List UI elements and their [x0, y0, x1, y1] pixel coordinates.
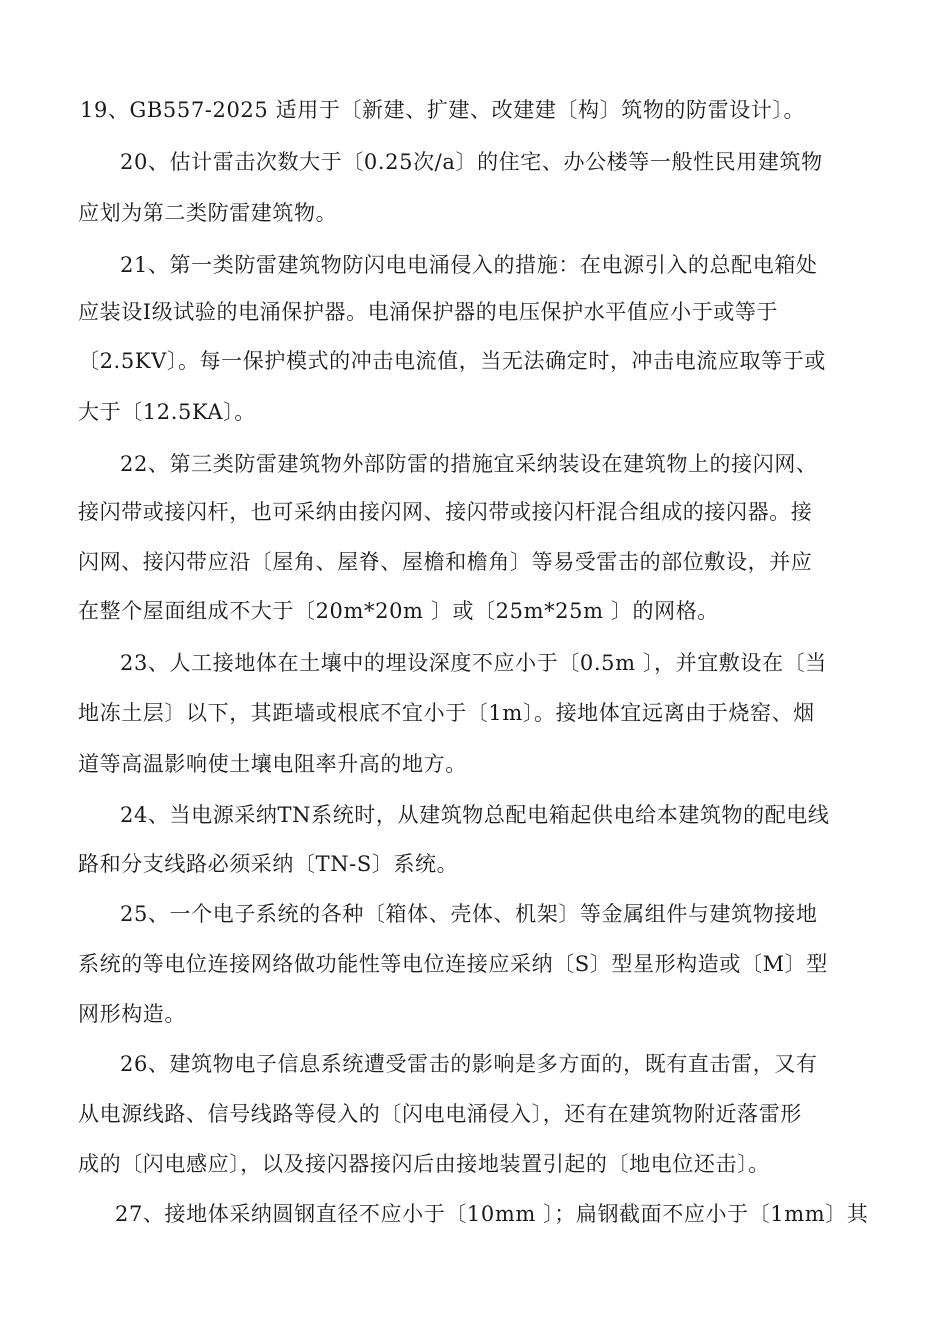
paragraph-23-line-3: 道等高温影响使土壤电阻率升高的地方。: [78, 752, 467, 776]
paragraph-25-line-3: 网形构造。: [78, 1002, 186, 1026]
paragraph-22-line-3: 闪网、接闪带应沿〔屋角、屋脊、屋檐和檐角〕等易受雷击的部位敷设，并应: [78, 550, 813, 574]
paragraph-22-line-4: 在整个屋面组成不大于〔20m*20m 〕或〔25m*25m 〕的网格。: [78, 599, 719, 623]
paragraph-26-line-1: 26、建筑物电子信息系统遭受雷击的影响是多方面的，既有直击雷，又有: [120, 1052, 818, 1076]
paragraph-22-line-2: 接闪带或接闪杆，也可采纳由接闪网、接闪带或接闪杆混合组成的接闪器。接: [78, 500, 813, 524]
paragraph-21-line-2: 应装设Ⅰ级试验的电涌保护器。电涌保护器的电压保护水平值应小于或等于: [78, 300, 779, 324]
paragraph-21-line-1: 21、第一类防雷建筑物防闪电电涌侵入的措施：在电源引入的总配电箱处: [120, 253, 818, 277]
paragraph-22-line-1: 22、第三类防雷建筑物外部防雷的措施宜采纳装设在建筑物上的接闪网、: [120, 452, 818, 476]
paragraph-25-line-1: 25、一个电子系统的各种〔箱体、壳体、机架〕等金属组件与建筑物接地: [120, 902, 818, 926]
paragraph-20-line-1: 20、估计雷击次数大于〔0.25次/a〕的住宅、办公楼等一般性民用建筑物: [120, 150, 823, 174]
paragraph-20-line-2: 应划为第二类防雷建筑物。: [78, 201, 338, 225]
paragraph-21-line-4: 大于〔12.5KA〕。: [78, 400, 256, 424]
paragraph-23-line-1: 23、人工接地体在土壤中的埋设深度不应小于〔0.5m 〕，并宜敷设在〔当: [120, 651, 827, 675]
paragraph-19-line-1: 19、GB557-2025 适用于〔新建、扩建、改建建〔构〕筑物的防雷设计〕。: [80, 98, 806, 122]
paragraph-24-line-1: 24、当电源采纳TN系统时，从建筑物总配电箱起供电给本建筑物的配电线: [120, 803, 830, 827]
paragraph-25-line-2: 系统的等电位连接网络做功能性等电位连接应采纳〔S〕型星形构造或〔M〕型: [78, 952, 828, 976]
paragraph-26-line-2: 从电源线路、信号线路等侵入的〔闪电电涌侵入〕，还有在建筑物附近落雷形: [78, 1102, 802, 1126]
paragraph-27-line-1: 27、接地体采纳圆钢直径不应小于〔10mm 〕；扁钢截面不应小于〔1mm〕其: [115, 1202, 869, 1226]
paragraph-21-line-3: 〔2.5KV〕。每一保护模式的冲击电流值，当无法确定时，冲击电流应取等于或: [78, 349, 826, 373]
paragraph-23-line-2: 地冻土层〕以下，其距墙或根底不宜小于〔1m〕。接地体宜远离由于烧窑、烟: [78, 701, 815, 725]
paragraph-26-line-3: 成的〔闪电感应〕，以及接闪器接闪后由接地装置引起的〔地电位还击〕。: [78, 1152, 770, 1176]
paragraph-24-line-2: 路和分支线路必须采纳〔TN-S〕系统。: [78, 852, 459, 876]
